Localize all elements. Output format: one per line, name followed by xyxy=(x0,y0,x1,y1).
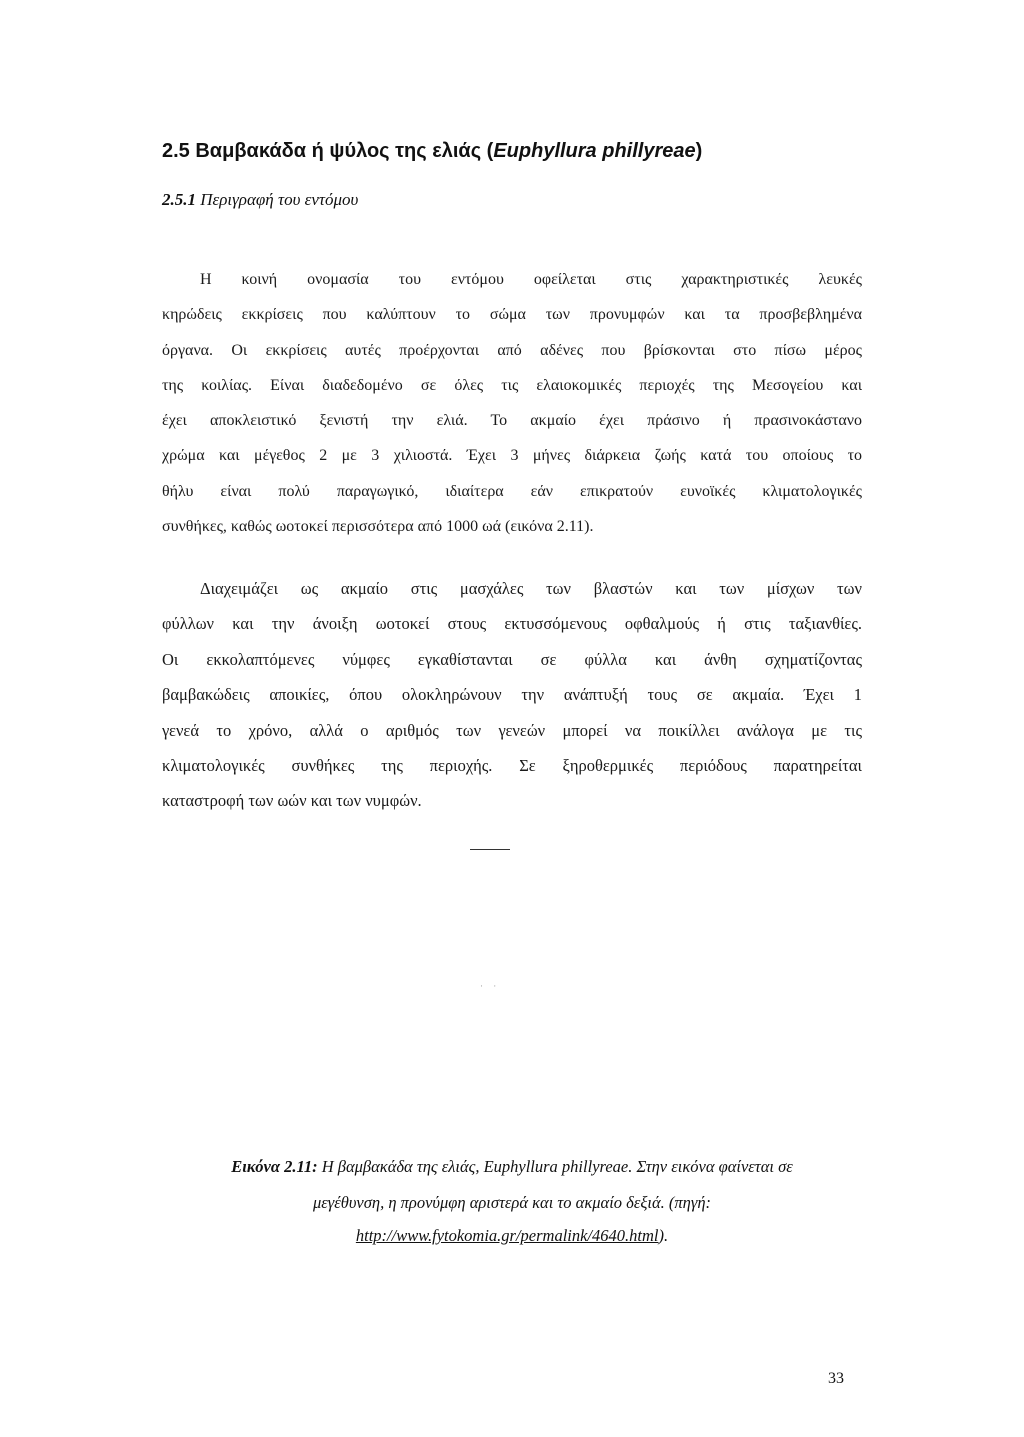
paragraph-line: Διαχειμάζει ως ακμαίο στις μασχάλες των βλαστών και των μίσχων των xyxy=(200,579,862,598)
paragraph-line: φύλλων και την άνοιξη ωοτοκεί στους εκτυσσόμενους οφθαλμούς ή στις ταξιανθίες. xyxy=(162,614,862,634)
subsection-title: Περιγραφή του εντόμου xyxy=(196,190,359,209)
subsection-heading xyxy=(162,190,358,210)
heading-prefix: 2.5 Βαμβακάδα ή ψύλος της ελιάς ( xyxy=(162,140,494,162)
paragraph-line: κλιματολογικές συνθήκες της περιοχής. Σε ξηροθερμικές περιόδους παρατηρείται xyxy=(162,755,862,775)
paragraph-line: έχει αποκλειστικό ξενιστή την ελιά. Το ακμαίο έχει πράσινο ή πρασινοκάστανο xyxy=(162,412,862,430)
paragraph-line: της κοιλίας. Είναι διαδεδομένο σε όλες τις ελαιοκομικές περιοχές της Μεσογείου και xyxy=(162,376,862,394)
caption-text: Η βαμβακάδα της ελιάς, Euphyllura phillyreae. Στην εικόνα φαίνεται σε xyxy=(317,1157,793,1176)
image-placeholder-dots: · · xyxy=(480,981,501,991)
figure-caption-line-1 xyxy=(162,1157,862,1177)
divider xyxy=(470,849,510,850)
paragraph-line: όργανα. Οι εκκρίσεις αυτές προέρχονται από αδένες που βρίσκονται στο πίσω μέρος xyxy=(162,341,862,359)
section-heading xyxy=(162,140,702,163)
paragraph-line: καταστροφή των ωών και των νυμφών. xyxy=(162,791,422,811)
paragraph-line: γενεά το χρόνο, αλλά ο αριθμός των γενεών μπορεί να ποικίλλει ανάλογα με τις xyxy=(162,720,862,740)
page-number: 33 xyxy=(828,1370,844,1387)
paragraph-lifecycle xyxy=(162,571,862,819)
heading-suffix: ) xyxy=(695,140,703,162)
caption-label: Εικόνα 2.11: xyxy=(231,1157,318,1176)
figure-caption-line-2: μεγέθυνση, η προνύμφη αριστερά και το ακμαίο δεξιά. (πηγή: xyxy=(312,1193,712,1212)
paragraph-line: συνθήκες, καθώς ωοτοκεί περισσότερα από 1000 ωά (εικόνα 2.11). xyxy=(162,518,594,536)
subsection-number: 2.5.1 xyxy=(162,190,196,209)
caption-suffix: ). xyxy=(658,1226,669,1245)
paragraph-line: Οι εκκολαπτόμενες νύμφες εγκαθίστανται σε φύλλα και άνθη σχηματίζοντας xyxy=(162,649,862,669)
heading-scientific-name: Euphyllura phillyreae xyxy=(493,140,696,162)
paragraph-line: κηρώδεις εκκρίσεις που καλύπτουν το σώμα των προνυμφών και τα προσβεβλημένα xyxy=(162,306,862,324)
paragraph-line: Η κοινή ονομασία του εντόμου οφείλεται στις χαρακτηριστικές λευκές xyxy=(200,271,862,288)
paragraph-description xyxy=(162,262,862,544)
paragraph-line: βαμβακώδεις αποικίες, όπου ολοκληρώνουν την ανάπτυξή τους σε ακμαία. Έχει 1 xyxy=(162,685,862,705)
source-link[interactable]: http://www.fytokomia.gr/permalink/4640.html xyxy=(355,1226,659,1245)
paragraph-line: χρώμα και μέγεθος 2 με 3 χιλιοστά. Έχει 3 μήνες διάρκεια ζωής κατά του οποίους το xyxy=(162,447,862,465)
figure-caption-line-3 xyxy=(162,1226,862,1246)
paragraph-line: θήλυ είναι πολύ παραγωγικό, ιδιαίτερα εάν επικρατούν ευνοϊκές κλιματολογικές xyxy=(162,482,862,500)
